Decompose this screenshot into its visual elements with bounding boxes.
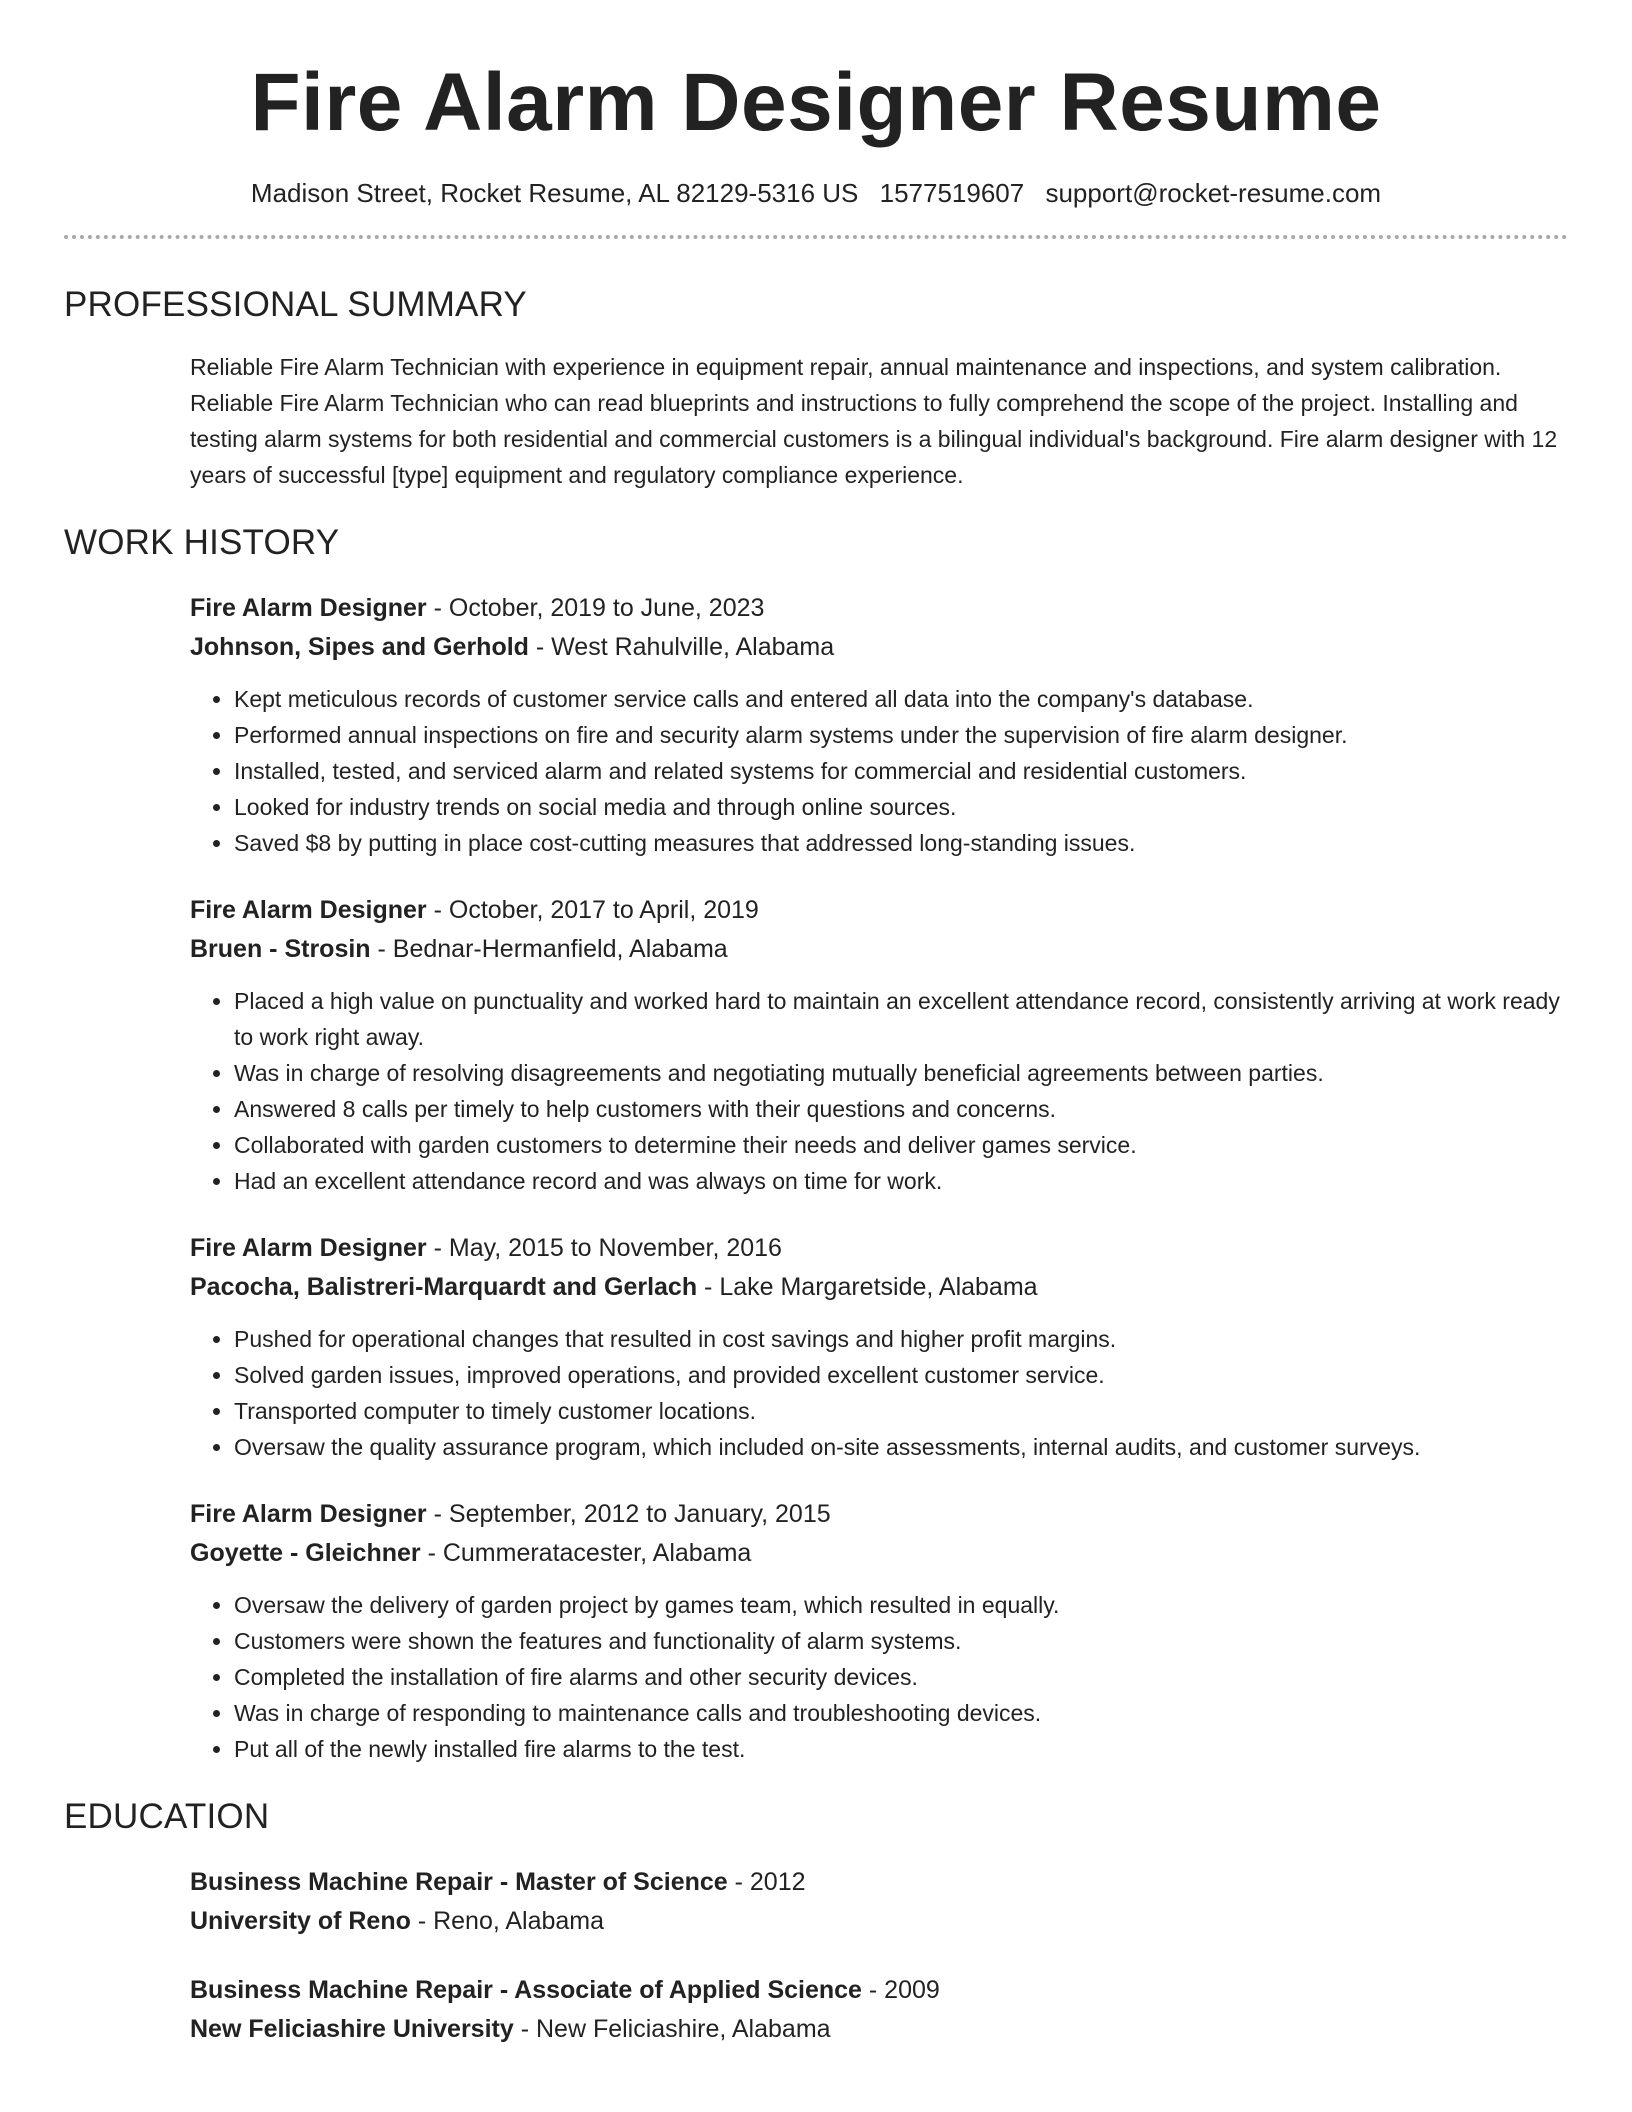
education-school: New Feliciashire University	[190, 2015, 514, 2043]
work-history-section	[64, 523, 1568, 1767]
job-location: - Lake Margaretside, Alabama	[697, 1273, 1038, 1301]
job-title: Fire Alarm Designer	[190, 594, 427, 622]
job-bullet: • Completed the installation of fire alarms and other security devices.	[234, 1659, 1584, 1695]
job-dates: - October, 2017 to April, 2019	[426, 896, 759, 924]
education-entry	[190, 1971, 1568, 2049]
job-title: Fire Alarm Designer	[190, 1500, 427, 1528]
education-school-line	[190, 2010, 1568, 2049]
contact-phone: 1577519607	[879, 178, 1025, 208]
education-degree: Business Machine Repair - Master of Science	[190, 1868, 728, 1896]
job-company-line	[190, 1268, 1568, 1307]
summary-section	[64, 285, 1568, 493]
education-location: - New Feliciashire, Alabama	[513, 2015, 831, 2043]
job-bullets	[234, 983, 1584, 1199]
job-bullet: • Had an excellent attendance record and was always on time for work.	[234, 1163, 1584, 1199]
education-year: - 2012	[727, 1868, 806, 1896]
job-company-line	[190, 628, 1568, 667]
job-dates: - September, 2012 to January, 2015	[426, 1500, 831, 1528]
job-location: - West Rahulville, Alabama	[528, 633, 835, 661]
job-bullet: • Oversaw the quality assurance program, which included on-site assessments, internal audits, and customer surveys.	[234, 1429, 1584, 1465]
education-degree: Business Machine Repair - Associate of Applied Science	[190, 1976, 862, 2004]
job-title: Fire Alarm Designer	[190, 1234, 427, 1262]
education-section	[64, 1797, 1568, 2049]
job-bullet: • Kept meticulous records of customer service calls and entered all data into the company's database.	[234, 681, 1584, 717]
education-degree-line	[190, 1971, 1568, 2010]
job-bullet: • Was in charge of responding to maintenance calls and troubleshooting devices.	[234, 1695, 1584, 1731]
job-bullet: • Pushed for operational changes that resulted in cost savings and higher profit margins.	[234, 1321, 1584, 1357]
education-location: - Reno, Alabama	[410, 1907, 605, 1935]
job-title-line	[190, 589, 1568, 628]
contact-line	[64, 178, 1568, 209]
summary-text: Reliable Fire Alarm Technician with experience in equipment repair, annual maintenance and inspections, and system calibration. Reliable Fire Alarm Technician who can read blueprints and instructions to fully comprehend the scope of the project. Installing and testing alarm systems for both residential and commercial customers is a bilingual individual's background. Fire alarm designer with 12 years of successful [type] equipment and regulatory compliance experience.	[190, 354, 1558, 488]
job-title: Fire Alarm Designer	[190, 896, 427, 924]
job-bullets	[234, 1587, 1584, 1767]
job-bullet: • Customers were shown the features and functionality of alarm systems.	[234, 1623, 1584, 1659]
job-entry	[190, 1495, 1568, 1767]
header-divider	[64, 235, 1568, 239]
job-title-line	[190, 891, 1568, 930]
job-title-line	[190, 1495, 1568, 1534]
job-company: Bruen - Strosin	[190, 935, 371, 963]
job-company: Johnson, Sipes and Gerhold	[190, 633, 529, 661]
job-location: - Bednar-Hermanfield, Alabama	[370, 935, 728, 963]
job-bullet: • Solved garden issues, improved operations, and provided excellent customer service.	[234, 1357, 1584, 1393]
job-bullet: • Performed annual inspections on fire and security alarm systems under the supervision of fire alarm designer.	[234, 717, 1584, 753]
job-company-line	[190, 1534, 1568, 1573]
contact-email: support@rocket-resume.com	[1045, 178, 1382, 208]
job-bullet: • Installed, tested, and serviced alarm and related systems for commercial and residential customers.	[234, 753, 1584, 789]
job-bullet: • Was in charge of resolving disagreements and negotiating mutually beneficial agreements between parties.	[234, 1055, 1584, 1091]
job-bullet: • Put all of the newly installed fire alarms to the test.	[234, 1731, 1584, 1767]
job-company-line	[190, 930, 1568, 969]
job-company: Pacocha, Balistreri-Marquardt and Gerlach	[190, 1273, 698, 1301]
job-entry	[190, 891, 1568, 1199]
job-entry	[190, 589, 1568, 861]
job-company: Goyette - Gleichner	[190, 1539, 421, 1567]
job-bullet: • Transported computer to timely customer locations.	[234, 1393, 1584, 1429]
education-school: University of Reno	[190, 1907, 411, 1935]
summary-heading: PROFESSIONAL SUMMARY	[64, 285, 527, 324]
job-dates: - May, 2015 to November, 2016	[426, 1234, 782, 1262]
education-school-line	[190, 1902, 1568, 1941]
job-bullet: • Saved $8 by putting in place cost-cutting measures that addressed long-standing issues.	[234, 825, 1584, 861]
job-title-line	[190, 1229, 1568, 1268]
resume-title: Fire Alarm Designer Resume	[250, 57, 1382, 148]
contact-address: Madison Street, Rocket Resume, AL 82129-5316 US	[250, 178, 859, 208]
education-entry	[190, 1863, 1568, 1941]
job-bullets	[234, 1321, 1584, 1465]
job-bullet: • Placed a high value on punctuality and worked hard to maintain an excellent attendance record, consistently arriving at work ready to work right away.	[234, 983, 1584, 1055]
job-bullet: • Looked for industry trends on social media and through online sources.	[234, 789, 1584, 825]
education-heading: EDUCATION	[64, 1797, 270, 1836]
job-bullet: • Collaborated with garden customers to determine their needs and deliver games service.	[234, 1127, 1584, 1163]
job-entry	[190, 1229, 1568, 1465]
job-bullet: • Oversaw the delivery of garden project by games team, which resulted in equally.	[234, 1587, 1584, 1623]
education-year: - 2009	[861, 1976, 940, 2004]
education-degree-line	[190, 1863, 1568, 1902]
job-location: - Cummeratacester, Alabama	[420, 1539, 752, 1567]
job-dates: - October, 2019 to June, 2023	[426, 594, 765, 622]
work-history-heading: WORK HISTORY	[64, 523, 340, 562]
job-bullets	[234, 681, 1584, 861]
job-bullet: • Answered 8 calls per timely to help customers with their questions and concerns.	[234, 1091, 1584, 1127]
